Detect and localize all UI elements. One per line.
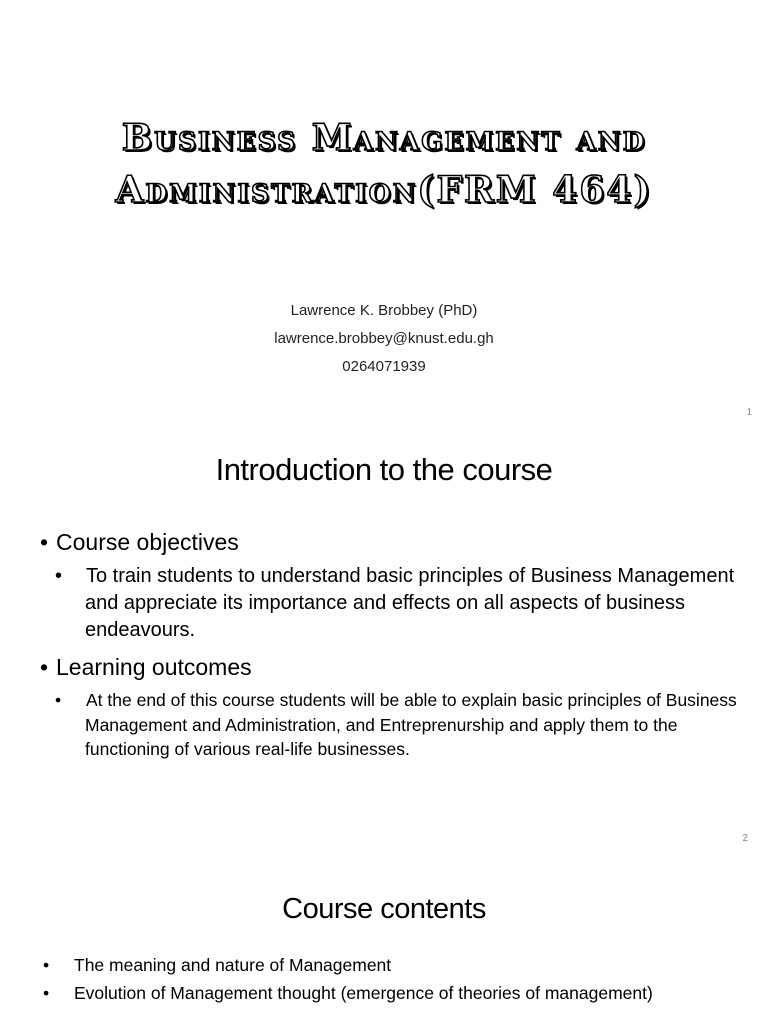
bullet-icon: • bbox=[55, 565, 63, 587]
slide-1-title bbox=[0, 112, 768, 216]
bullet-course-objectives bbox=[40, 528, 239, 556]
slide-2-title: Introduction to the course bbox=[215, 452, 553, 487]
presenter-email: lawrence.brobbey@knust.edu.gh bbox=[274, 330, 494, 347]
presenter-phone: 0264071939 bbox=[342, 358, 426, 375]
bullet-icon: • bbox=[40, 529, 49, 555]
bullet-learning-outcomes bbox=[40, 653, 252, 681]
title-line-1: Business Management and bbox=[121, 117, 647, 159]
slide-1 bbox=[0, 0, 768, 430]
bullet-heading: Course objectives bbox=[56, 529, 239, 555]
list-item-text: The meaning and nature of Management bbox=[74, 955, 392, 975]
slide-3 bbox=[0, 860, 768, 1024]
bullet-icon: • bbox=[43, 955, 50, 975]
sub-bullet-text: To train students to understand basic principles of Business Management and appreciate its importance and effects on all aspects of business endeavours. bbox=[85, 565, 735, 641]
list-item bbox=[43, 983, 723, 1003]
bullet-icon: • bbox=[43, 983, 50, 1003]
sub-bullet-objective bbox=[55, 563, 755, 644]
sub-bullet-text: At the end of this course students will be able to explain basic principles of Business Management and Administration, and Entreprenurship and apply them to the functioning of various real-life businesses. bbox=[85, 690, 737, 759]
list-item bbox=[43, 955, 723, 975]
page-number: 1 bbox=[746, 407, 752, 418]
sub-bullet-outcome bbox=[55, 688, 755, 762]
bullet-icon: • bbox=[40, 654, 49, 680]
bullet-heading: Learning outcomes bbox=[56, 654, 252, 680]
page-number: 2 bbox=[742, 833, 748, 844]
slide-3-title: Course contents bbox=[282, 893, 486, 925]
slide-2 bbox=[0, 430, 768, 860]
presenter-name: Lawrence K. Brobbey (PhD) bbox=[290, 302, 478, 319]
bullet-icon: • bbox=[55, 690, 62, 710]
list-item-text: Evolution of Management thought (emergence of theories of management) bbox=[74, 983, 653, 1003]
title-line-2: Administration(FRM 464) bbox=[115, 169, 653, 211]
